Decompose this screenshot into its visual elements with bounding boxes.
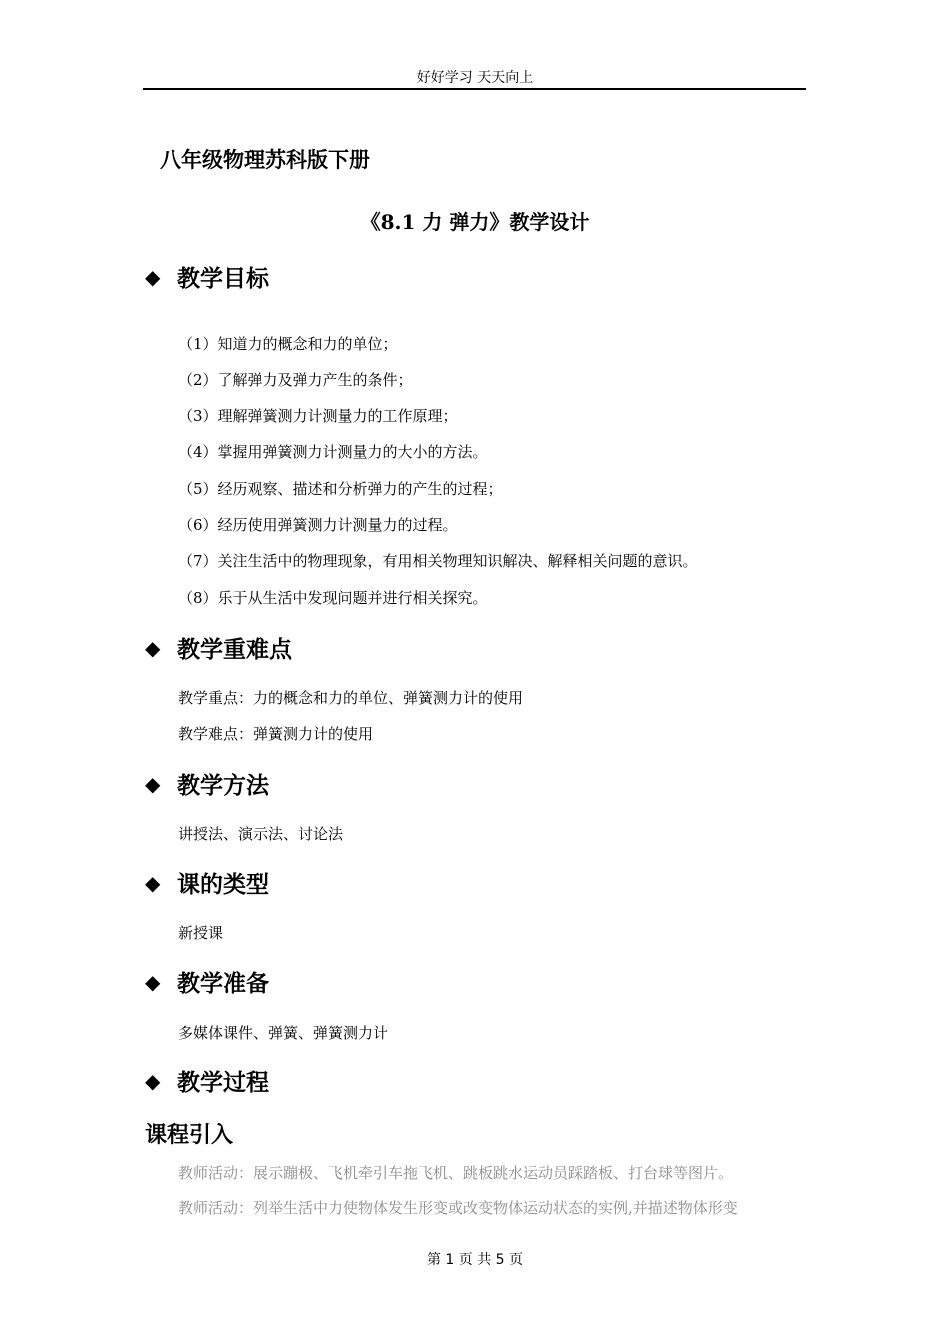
- section-lesson-type: [145, 866, 269, 899]
- section-heading: 教学方法: [177, 772, 269, 799]
- activity-item: 教师活动：展示蹦极、飞机牵引车拖飞机、跳板跳水运动员踩踏板、打台球等图片。: [178, 1164, 734, 1182]
- diamond-bullet-icon: ◆: [145, 1068, 161, 1093]
- list-item: （7）关注生活中的物理现象，有用相关物理知识解决、解释相关问题的意识。: [178, 552, 698, 570]
- section-process: [145, 1064, 269, 1097]
- list-item: （1）知道力的概念和力的单位；: [178, 335, 398, 353]
- section-heading: 教学过程: [177, 1069, 269, 1096]
- section-methods: [145, 767, 269, 800]
- list-item: 教学重点：力的概念和力的单位、弹簧测力计的使用: [178, 689, 524, 707]
- section-text: 多媒体课件、弹簧、弹簧测力计: [178, 1024, 389, 1042]
- document-title: 《8.1 力 弹力》教学设计: [360, 210, 590, 234]
- section-key-points: [145, 631, 292, 664]
- section-heading: 教学目标: [177, 265, 269, 292]
- diamond-bullet-icon: ◆: [145, 264, 161, 289]
- diamond-bullet-icon: ◆: [145, 870, 161, 895]
- section-preparation: [145, 965, 269, 998]
- list-item: （2）了解弹力及弹力产生的条件；: [178, 371, 413, 389]
- subsection-heading-intro: 课程引入: [145, 1123, 234, 1148]
- grade-title: 八年级物理苏科版下册: [160, 147, 370, 172]
- header-divider: [143, 88, 806, 90]
- page-footer: 第 1 页 共 5 页: [426, 1252, 524, 1268]
- list-item: （8）乐于从生活中发现问题并进行相关探究。: [178, 589, 488, 607]
- diamond-bullet-icon: ◆: [145, 771, 161, 796]
- diamond-bullet-icon: ◆: [145, 635, 161, 660]
- list-item: 教学难点：弹簧测力计的使用: [178, 725, 374, 743]
- section-heading: 教学准备: [177, 970, 269, 997]
- section-objectives: [145, 260, 269, 293]
- page-header-text: 好好学习 天天向上: [416, 70, 534, 86]
- list-item: （4）掌握用弹簧测力计测量力的大小的方法。: [178, 443, 488, 461]
- activity-item: 教师活动：列举生活中力使物体发生形变或改变物体运动状态的实例,并描述物体形变: [178, 1199, 738, 1217]
- section-heading: 课的类型: [177, 871, 269, 898]
- list-item: （5）经历观察、描述和分析弹力的产生的过程；: [178, 480, 503, 498]
- diamond-bullet-icon: ◆: [145, 969, 161, 994]
- section-text: 讲授法、演示法、讨论法: [178, 825, 344, 843]
- section-heading: 教学重难点: [177, 636, 292, 663]
- list-item: （6）经历使用弹簧测力计测量力的过程。: [178, 516, 458, 534]
- list-item: （3）理解弹簧测力计测量力的工作原理；: [178, 407, 458, 425]
- section-text: 新授课: [178, 924, 224, 942]
